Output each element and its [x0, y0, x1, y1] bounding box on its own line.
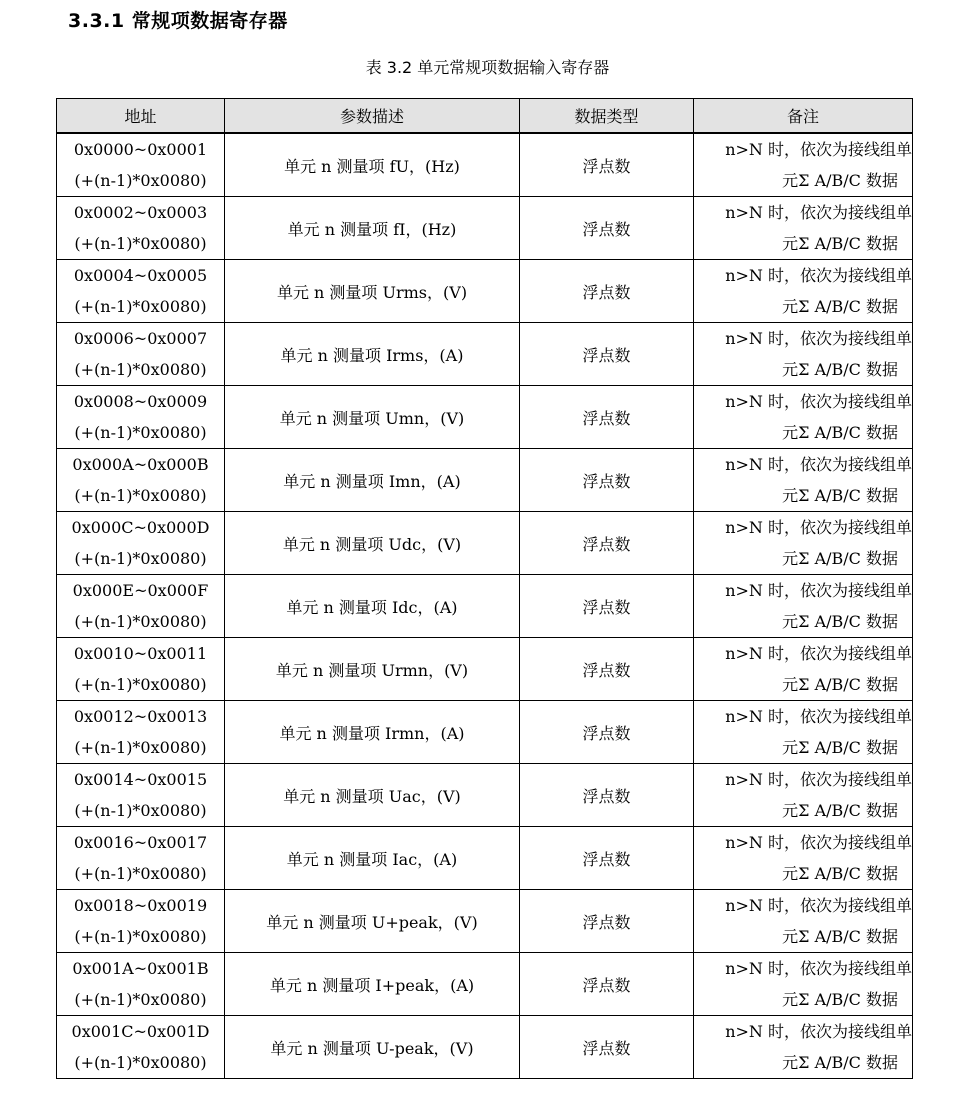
- address-cell: [57, 890, 225, 953]
- remark-cell: [694, 764, 913, 827]
- remark-line-1: n>N 时，依次为接线组单: [725, 140, 912, 159]
- remark-line-2: 元Σ A/B/C 数据: [782, 801, 898, 820]
- description-cell: 单元 n 测量项 Idc，(A): [225, 575, 520, 638]
- remark-cell: [694, 386, 913, 449]
- table-row: [57, 133, 913, 197]
- data-type-cell: 浮点数: [520, 953, 694, 1016]
- table-caption: 表 3.2 单元常规项数据输入寄存器: [365, 58, 610, 77]
- column-header-description: 参数描述: [225, 99, 520, 134]
- address-offset: (+(n-1)*0x0080): [74, 927, 207, 946]
- remark-line-1: n>N 时，依次为接线组单: [725, 833, 912, 852]
- address-cell: [57, 827, 225, 890]
- address-cell: [57, 323, 225, 386]
- address-range: 0x0006~0x0007: [73, 329, 208, 348]
- description-cell: 单元 n 测量项 Irmn，(A): [225, 701, 520, 764]
- column-header-remark: 备注: [694, 99, 913, 134]
- table-row: [57, 953, 913, 1016]
- description-cell: 单元 n 测量项 Uac，(V): [225, 764, 520, 827]
- address-cell: [57, 953, 225, 1016]
- remark-cell: [694, 197, 913, 260]
- address-range: 0x0014~0x0015: [73, 770, 208, 789]
- address-cell: [57, 638, 225, 701]
- remark-line-2: 元Σ A/B/C 数据: [782, 234, 898, 253]
- address-offset: (+(n-1)*0x0080): [74, 864, 207, 883]
- address-offset: (+(n-1)*0x0080): [74, 612, 207, 631]
- address-offset: (+(n-1)*0x0080): [74, 486, 207, 505]
- table-row: [57, 323, 913, 386]
- column-header-data-type: 数据类型: [520, 99, 694, 134]
- data-type-cell: 浮点数: [520, 449, 694, 512]
- remark-line-1: n>N 时，依次为接线组单: [725, 707, 912, 726]
- description-cell: 单元 n 测量项 Imn，(A): [225, 449, 520, 512]
- remark-line-1: n>N 时，依次为接线组单: [725, 1022, 912, 1041]
- table-row: [57, 197, 913, 260]
- address-cell: [57, 133, 225, 197]
- address-cell: [57, 386, 225, 449]
- address-cell: [57, 701, 225, 764]
- table-row: [57, 890, 913, 953]
- table-row: [57, 575, 913, 638]
- description-cell: 单元 n 测量项 Iac，(A): [225, 827, 520, 890]
- address-cell: [57, 575, 225, 638]
- table-header-row: [57, 99, 913, 134]
- remark-line-2: 元Σ A/B/C 数据: [782, 423, 898, 442]
- table-row: [57, 449, 913, 512]
- address-range: 0x0002~0x0003: [73, 203, 208, 222]
- description-cell: 单元 n 测量项 Irms，(A): [225, 323, 520, 386]
- address-offset: (+(n-1)*0x0080): [74, 801, 207, 820]
- table-row: [57, 512, 913, 575]
- address-cell: [57, 449, 225, 512]
- remark-cell: [694, 512, 913, 575]
- description-cell: 单元 n 测量项 fI，(Hz): [225, 197, 520, 260]
- remark-cell: [694, 323, 913, 386]
- address-range: 0x0010~0x0011: [73, 644, 208, 663]
- remark-line-1: n>N 时，依次为接线组单: [725, 329, 912, 348]
- address-cell: [57, 1016, 225, 1079]
- address-cell: [57, 512, 225, 575]
- remark-line-1: n>N 时，依次为接线组单: [725, 392, 912, 411]
- data-type-cell: 浮点数: [520, 133, 694, 197]
- address-offset: (+(n-1)*0x0080): [74, 675, 207, 694]
- remark-line-2: 元Σ A/B/C 数据: [782, 486, 898, 505]
- remark-cell: [694, 638, 913, 701]
- address-range: 0x000A~0x000B: [72, 455, 209, 474]
- remark-line-2: 元Σ A/B/C 数据: [782, 1053, 898, 1072]
- table-row: [57, 638, 913, 701]
- remark-line-1: n>N 时，依次为接线组单: [725, 203, 912, 222]
- address-range: 0x001A~0x001B: [72, 959, 209, 978]
- address-offset: (+(n-1)*0x0080): [74, 1053, 207, 1072]
- address-cell: [57, 197, 225, 260]
- address-range: 0x000E~0x000F: [72, 581, 209, 600]
- data-type-cell: 浮点数: [520, 512, 694, 575]
- data-type-cell: 浮点数: [520, 260, 694, 323]
- remark-line-1: n>N 时，依次为接线组单: [725, 266, 912, 285]
- data-type-cell: 浮点数: [520, 701, 694, 764]
- table-row: [57, 260, 913, 323]
- remark-line-1: n>N 时，依次为接线组单: [725, 644, 912, 663]
- remark-line-1: n>N 时，依次为接线组单: [725, 518, 912, 537]
- data-type-cell: 浮点数: [520, 197, 694, 260]
- section-title: 3.3.1 常规项数据寄存器: [68, 10, 288, 32]
- address-range: 0x0004~0x0005: [73, 266, 208, 285]
- description-cell: 单元 n 测量项 Umn，(V): [225, 386, 520, 449]
- address-offset: (+(n-1)*0x0080): [74, 423, 207, 442]
- data-type-cell: 浮点数: [520, 890, 694, 953]
- description-cell: 单元 n 测量项 fU，(Hz): [225, 133, 520, 197]
- remark-line-1: n>N 时，依次为接线组单: [725, 896, 912, 915]
- table-row: [57, 1016, 913, 1079]
- remark-line-1: n>N 时，依次为接线组单: [725, 770, 912, 789]
- description-cell: 单元 n 测量项 Urmn，(V): [225, 638, 520, 701]
- data-type-cell: 浮点数: [520, 764, 694, 827]
- address-range: 0x0012~0x0013: [73, 707, 208, 726]
- address-offset: (+(n-1)*0x0080): [74, 234, 207, 253]
- description-cell: 单元 n 测量项 Udc，(V): [225, 512, 520, 575]
- data-type-cell: 浮点数: [520, 575, 694, 638]
- remark-line-2: 元Σ A/B/C 数据: [782, 612, 898, 631]
- register-table: [56, 98, 913, 1079]
- remark-line-2: 元Σ A/B/C 数据: [782, 549, 898, 568]
- remark-line-1: n>N 时，依次为接线组单: [725, 581, 912, 600]
- remark-cell: [694, 133, 913, 197]
- remark-line-2: 元Σ A/B/C 数据: [782, 864, 898, 883]
- table-row: [57, 764, 913, 827]
- table-row: [57, 827, 913, 890]
- remark-line-1: n>N 时，依次为接线组单: [725, 455, 912, 474]
- remark-line-2: 元Σ A/B/C 数据: [782, 675, 898, 694]
- data-type-cell: 浮点数: [520, 386, 694, 449]
- address-offset: (+(n-1)*0x0080): [74, 549, 207, 568]
- address-range: 0x000C~0x000D: [71, 518, 210, 537]
- address-range: 0x0000~0x0001: [73, 140, 208, 159]
- data-type-cell: 浮点数: [520, 638, 694, 701]
- address-cell: [57, 764, 225, 827]
- data-type-cell: 浮点数: [520, 1016, 694, 1079]
- table-row: [57, 386, 913, 449]
- address-offset: (+(n-1)*0x0080): [74, 297, 207, 316]
- remark-line-1: n>N 时，依次为接线组单: [725, 959, 912, 978]
- address-offset: (+(n-1)*0x0080): [74, 738, 207, 757]
- address-range: 0x0016~0x0017: [73, 833, 208, 852]
- remark-line-2: 元Σ A/B/C 数据: [782, 360, 898, 379]
- address-cell: [57, 260, 225, 323]
- remark-cell: [694, 953, 913, 1016]
- description-cell: 单元 n 测量项 U+peak，(V): [225, 890, 520, 953]
- address-range: 0x0008~0x0009: [73, 392, 208, 411]
- address-offset: (+(n-1)*0x0080): [74, 360, 207, 379]
- remark-cell: [694, 260, 913, 323]
- description-cell: 单元 n 测量项 Urms，(V): [225, 260, 520, 323]
- column-header-address: 地址: [57, 99, 225, 134]
- table-row: [57, 701, 913, 764]
- remark-line-2: 元Σ A/B/C 数据: [782, 171, 898, 190]
- data-type-cell: 浮点数: [520, 827, 694, 890]
- remark-cell: [694, 827, 913, 890]
- description-cell: 单元 n 测量项 I+peak，(A): [225, 953, 520, 1016]
- address-range: 0x001C~0x001D: [71, 1022, 210, 1041]
- remark-cell: [694, 449, 913, 512]
- address-range: 0x0018~0x0019: [73, 896, 208, 915]
- remark-cell: [694, 575, 913, 638]
- address-offset: (+(n-1)*0x0080): [74, 171, 207, 190]
- remark-cell: [694, 1016, 913, 1079]
- remark-line-2: 元Σ A/B/C 数据: [782, 738, 898, 757]
- description-cell: 单元 n 测量项 U-peak，(V): [225, 1016, 520, 1079]
- remark-cell: [694, 701, 913, 764]
- address-offset: (+(n-1)*0x0080): [74, 990, 207, 1009]
- remark-cell: [694, 890, 913, 953]
- remark-line-2: 元Σ A/B/C 数据: [782, 297, 898, 316]
- data-type-cell: 浮点数: [520, 323, 694, 386]
- remark-line-2: 元Σ A/B/C 数据: [782, 927, 898, 946]
- remark-line-2: 元Σ A/B/C 数据: [782, 990, 898, 1009]
